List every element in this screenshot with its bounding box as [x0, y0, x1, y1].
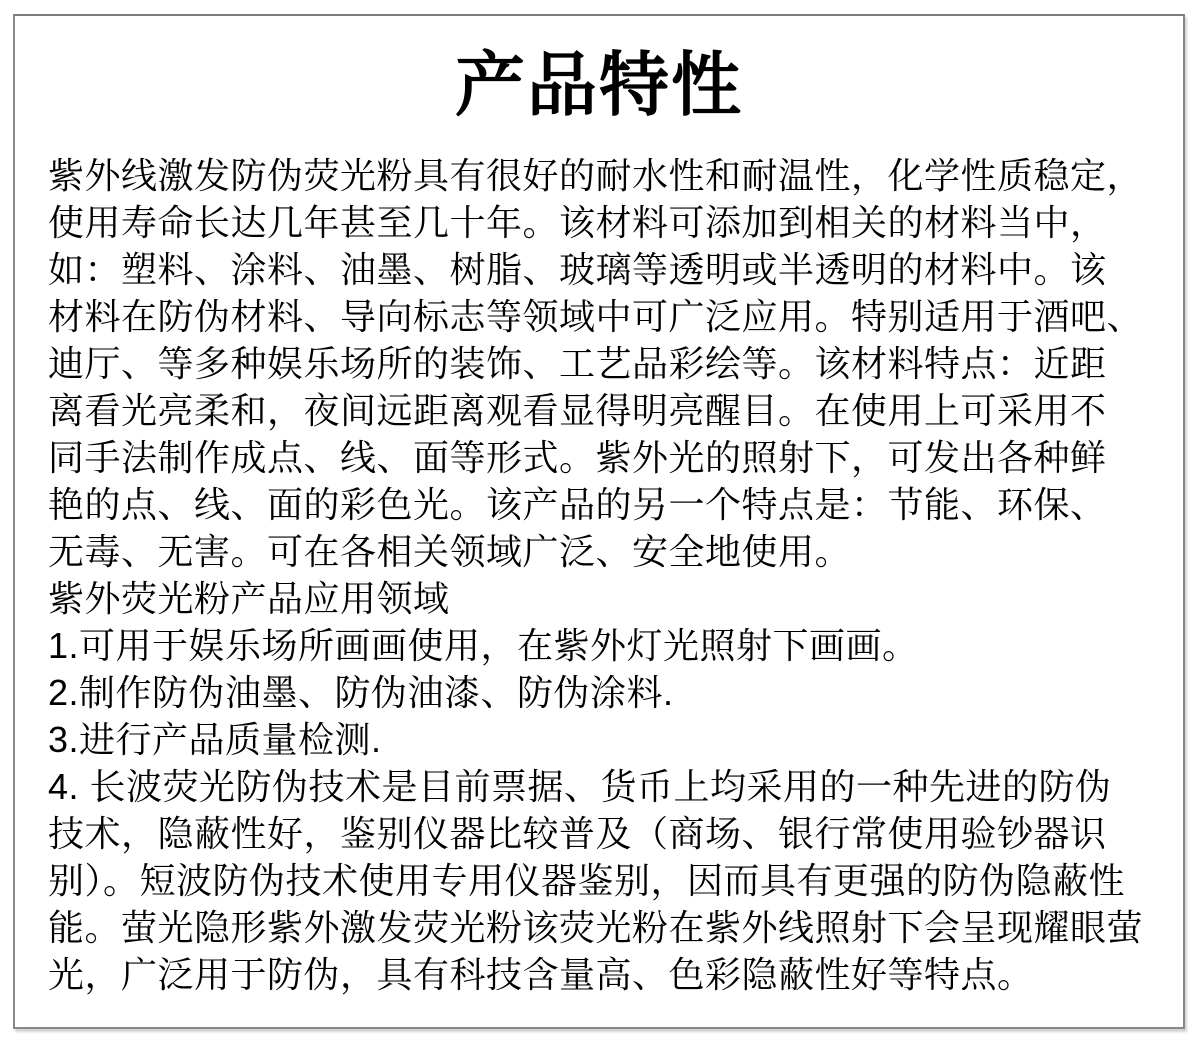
text-line: 1.可用于娱乐场所画画使用，在紫外灯光照射下画画。: [48, 625, 919, 666]
text-line: 别）。短波防伪技术使用专用仪器鉴别，因而具有更强的防伪隐蔽性: [48, 860, 1126, 901]
text-line: 紫外线激发防伪荧光粉具有很好的耐水性和耐温性，化学性质稳定，: [48, 155, 1144, 196]
text-line: 如：塑料、涂料、油墨、树脂、玻璃等透明或半透明的材料中。该: [48, 249, 1107, 290]
text-line: 无毒、无害。可在各相关领域广泛、安全地使用。: [48, 531, 852, 572]
text-line: 紫外荧光粉产品应用领域: [48, 578, 450, 619]
page-title: 产品特性: [455, 46, 743, 124]
text-line: 技术，隐蔽性好，鉴别仪器比较普及（商场、银行常使用验钞器识: [48, 813, 1107, 854]
text-line: 艳的点、线、面的彩色光。该产品的另一个特点是：节能、环保、: [48, 484, 1107, 525]
text-line: 光，广泛用于防伪，具有科技含量高、色彩隐蔽性好等特点。: [48, 954, 1034, 995]
page-border-frame: [13, 14, 1185, 1029]
text-line: 材料在防伪材料、导向标志等领域中可广泛应用。特别适用于酒吧、: [48, 296, 1144, 337]
text-line: 3.进行产品质量检测.: [48, 719, 382, 760]
text-line: 离看光亮柔和，夜间远距离观看显得明亮醒目。在使用上可采用不: [48, 390, 1107, 431]
text-line: 2.制作防伪油墨、防伪油漆、防伪涂料.: [48, 672, 674, 713]
text-line: 迪厅、等多种娱乐场所的装饰、工艺品彩绘等。该材料特点：近距: [48, 343, 1107, 384]
text-line: 4. 长波荧光防伪技术是目前票据、货币上均采用的一种先进的防伪: [48, 766, 1112, 807]
text-line: 使用寿命长达几年甚至几十年。该材料可添加到相关的材料当中，: [48, 202, 1107, 243]
body-text: [48, 152, 1153, 998]
text-line: 同手法制作成点、线、面等形式。紫外光的照射下，可发出各种鲜: [48, 437, 1107, 478]
text-line: 能。萤光隐形紫外激发荧光粉该荧光粉在紫外线照射下会呈现耀眼萤: [48, 907, 1144, 948]
